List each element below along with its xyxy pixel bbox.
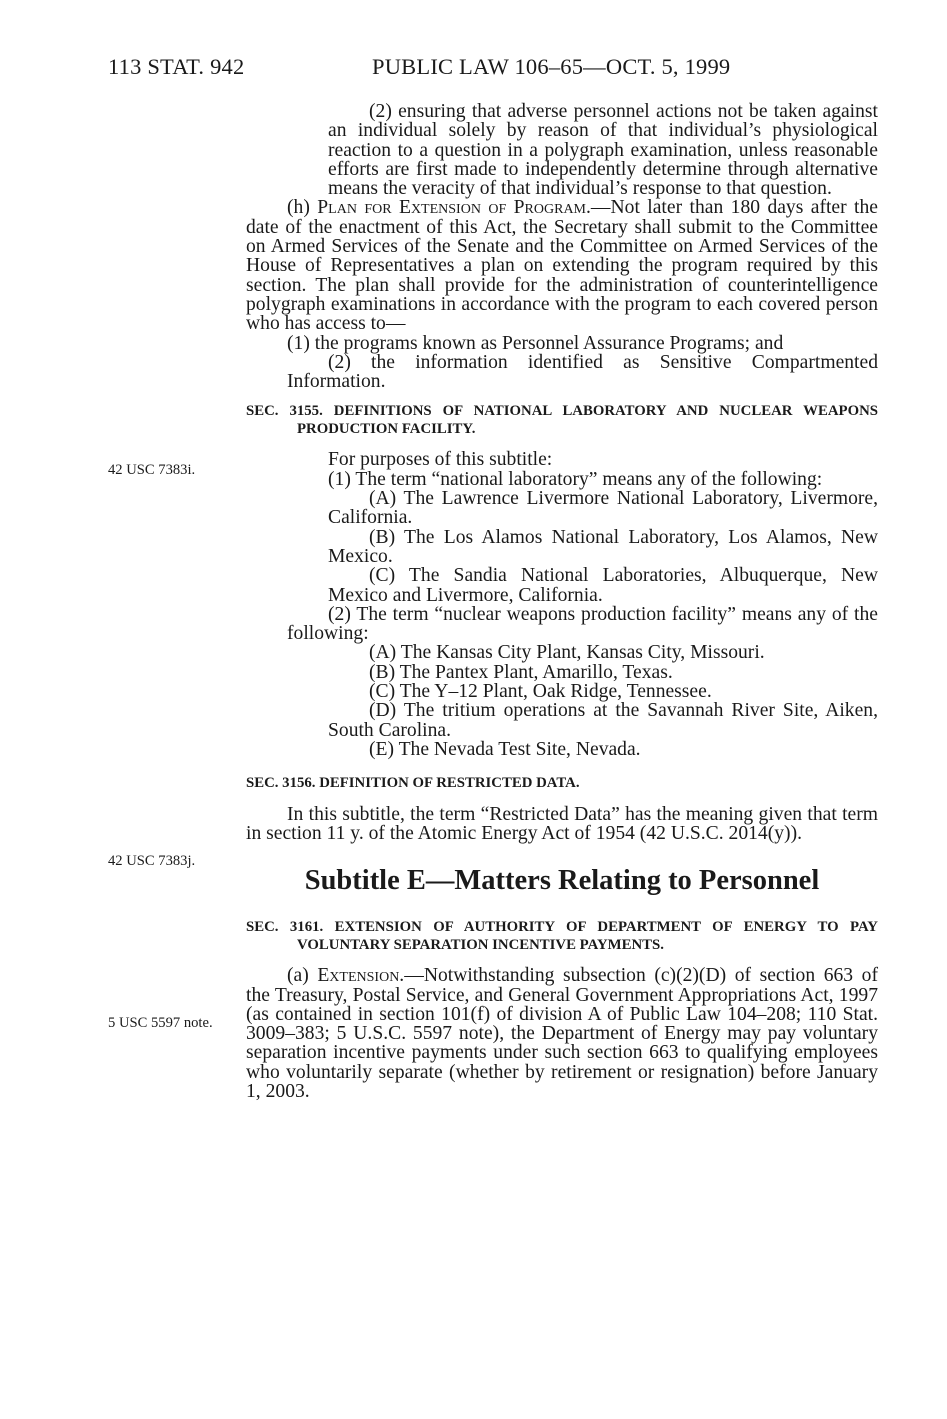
subtitle-heading: Subtitle E—Matters Relating to Personnel	[304, 865, 820, 897]
section-3156-text: In this subtitle, the term “Restricted Data” has the meaning given that term in section 11 y. of the Atomic Energy Act of 1954 (42 U.S.C. 2014(y)).	[246, 803, 878, 844]
section-3156-number: SEC. 3156.	[246, 775, 316, 792]
section-3156-heading	[246, 775, 878, 793]
definition-1: (1) The term “national laboratory” means any of the following:	[328, 468, 823, 490]
section-3155-heading	[246, 403, 878, 438]
margin-note-sec-3155: 42 USC 7383i.	[108, 462, 196, 478]
margin-note-sec-3161: 5 USC 5597 note.	[108, 1015, 213, 1031]
definition-1b: (B) The Los Alamos National Laboratory, Los Alamos, New Mexico.	[328, 526, 878, 567]
definition-2c: (C) The Y–12 Plant, Oak Ridge, Tennessee.	[369, 681, 712, 703]
definition-1c: (C) The Sandia National Laboratories, Albuquerque, New Mexico and Livermore, California.	[328, 565, 878, 606]
paragraph-h1: (1) the programs known as Personnel Assurance Programs; and	[287, 332, 784, 354]
definition-1a: (A) The Lawrence Livermore National Laboratory, Livermore, California.	[328, 488, 878, 529]
section-3155-number: SEC. 3155.	[246, 403, 323, 420]
section-3156-title: DEFINITION OF RESTRICTED DATA.	[319, 775, 580, 792]
definition-2a: (A) The Kansas City Plant, Kansas City, Missouri.	[369, 642, 765, 664]
definition-2b: (B) The Pantex Plant, Amarillo, Texas.	[369, 661, 673, 683]
body-text	[246, 102, 878, 1101]
paragraph-a-text: —Notwithstanding subsection (c)(2)(D) of section 663 of the Treasury, Postal Service, and General Government Appropriations Act, 1997 (as contained in section 101(f) of division A of Public Law 104–208; 110 Stat. 3009–383; 5 U.S.C. 5597 note), the Department of Energy may pay voluntary separation incentive payments under such section 663 to qualifying employees who voluntarily separate (whether by retirement or resignation) before January 1, 2003.	[246, 965, 878, 1103]
definition-2d: (D) The tritium operations at the Savannah River Site, Aiken, South Carolina.	[328, 700, 878, 741]
definition-2e: (E) The Nevada Test Site, Nevada.	[369, 738, 641, 760]
section-3161-number: SEC. 3161.	[246, 919, 324, 936]
paragraph-h-heading: Plan for Extension of Program.	[317, 197, 591, 219]
margin-note-sec-3156: 42 USC 7383j.	[108, 853, 196, 869]
paragraph-h-label: (h)	[287, 197, 310, 219]
section-3155-title: DEFINITIONS OF NATIONAL LABORATORY AND NUCLEAR WEAPONS PRODUCTION FACILITY.	[297, 403, 878, 437]
section-3161-title: EXTENSION OF AUTHORITY OF DEPARTMENT OF ENERGY TO PAY VOLUNTARY SEPARATION INCENTIVE PAYMENTS.	[297, 919, 878, 953]
section-3155-intro: For purposes of this subtitle:	[328, 449, 553, 471]
paragraph-a	[246, 966, 878, 1101]
page-citation: 113 STAT. 942	[108, 54, 245, 79]
paragraph-a-label: (a)	[287, 965, 309, 987]
running-head: PUBLIC LAW 106–65—OCT. 5, 1999	[372, 54, 731, 79]
definition-2: (2) The term “nuclear weapons production facility” means any of the following:	[287, 603, 878, 645]
paragraph-h-text: —Not later than 180 days after the date of the enactment of this Act, the Secretary shall submit to the Committee on Armed Services of the Senate and the Committee on Armed Services of the House of Representatives a plan on extending the program required by this section. The plan shall provide for the administration of counterintelligence polygraph examinations in accordance with the program to each covered person who has access to—	[246, 197, 878, 335]
section-3161-heading	[246, 919, 878, 954]
paragraph-h	[246, 198, 878, 333]
paragraph-a-heading: Extension.	[317, 965, 405, 987]
paragraph-h2: (2) the information identified as Sensitive Compartmented Information.	[287, 351, 878, 393]
paragraph-g2: (2) ensuring that adverse personnel actions not be taken against an individual solely by reason of that individual’s physiological reaction to a question in a polygraph examination, unless reasonable efforts are first made to independently determine through alternative means the veracity of that individual’s response to that question.	[328, 101, 878, 200]
